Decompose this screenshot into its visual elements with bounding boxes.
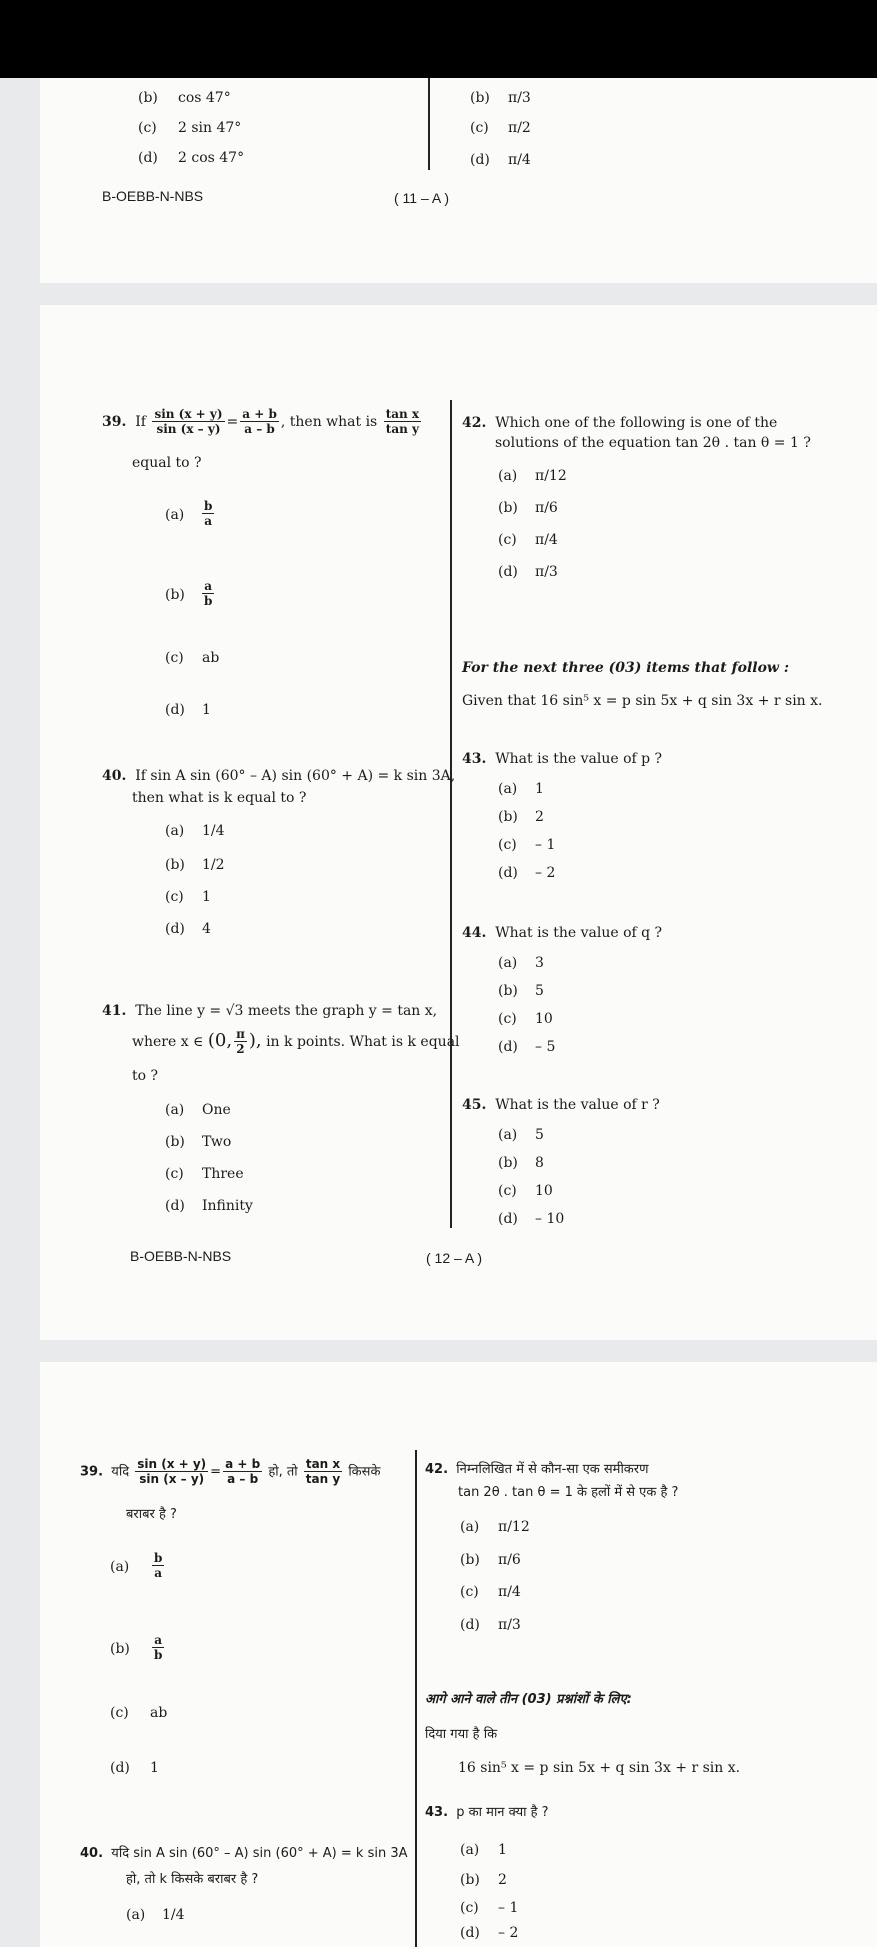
given-label-hindi: दिया गया है कि bbox=[425, 1727, 498, 1742]
option-fraction: $\frac{b}{a}$ bbox=[204, 499, 213, 529]
option-label: (c) bbox=[460, 1584, 479, 1600]
option-text: 1 bbox=[150, 1760, 159, 1776]
option-label: (c) bbox=[110, 1705, 129, 1721]
q41-line2: where x ∈ (0, $\frac{\pi}{2}$ ), in k points. What is k equal bbox=[132, 1027, 460, 1057]
option-text: π/3 bbox=[535, 564, 558, 580]
option-label: (b) bbox=[138, 90, 158, 106]
option-text: 1/2 bbox=[202, 857, 225, 873]
next-items-heading: For the next three (03) items that follow : bbox=[462, 660, 790, 676]
q42-line2-hindi: tan 2θ . tan θ = 1 के हलों में से एक है ? bbox=[458, 1485, 679, 1500]
exam-page-hindi bbox=[40, 1362, 877, 1947]
option-text: 8 bbox=[535, 1155, 544, 1171]
option-label: (c) bbox=[460, 1900, 479, 1916]
option-label: (d) bbox=[460, 1617, 480, 1633]
option-label: (a) bbox=[165, 507, 185, 523]
option-text: 1 bbox=[498, 1842, 507, 1858]
option-label: (d) bbox=[138, 150, 158, 166]
option-label: (c) bbox=[138, 120, 157, 136]
option-fraction: $\frac{b}{a}$ bbox=[154, 1551, 163, 1581]
option-text: 5 bbox=[535, 1127, 544, 1143]
question-45: 45. What is the value of r ? bbox=[462, 1097, 660, 1113]
option-text: π/4 bbox=[508, 152, 531, 168]
option-label: (b) bbox=[498, 983, 518, 999]
option-text: – 2 bbox=[535, 865, 556, 881]
option-text: 2 cos 47° bbox=[178, 150, 245, 166]
question-43: 43. What is the value of p ? bbox=[462, 751, 663, 767]
question-number: 39. bbox=[102, 413, 127, 430]
fraction: $\frac{\sin (x + y)}{\sin (x - y)}$ bbox=[154, 407, 223, 437]
option-label: (b) bbox=[165, 1134, 185, 1150]
option-label: (b) bbox=[110, 1641, 130, 1657]
next-items-heading-hindi: आगे आने वाले तीन (03) प्रश्नांशों के लिए: bbox=[425, 1692, 632, 1707]
option-label: (d) bbox=[498, 1039, 518, 1055]
option-text: – 2 bbox=[498, 1925, 519, 1941]
question-44: 44. What is the value of q ? bbox=[462, 925, 663, 941]
option-text: – 1 bbox=[535, 837, 556, 853]
question-39: 39. If $\frac{\sin (x + y)}{\sin (x - y)}$ = $\frac{a + b}{a - b}$ , then what is $\frac{\text{tan x}}{\text{tan y}}$ bbox=[102, 407, 420, 437]
option-text: π/12 bbox=[535, 468, 567, 484]
option-label: (a) bbox=[498, 1127, 518, 1143]
option-label: (a) bbox=[498, 955, 518, 971]
option-text: π/2 bbox=[508, 120, 531, 136]
option-label: (d) bbox=[470, 152, 490, 168]
column-divider bbox=[450, 400, 452, 1228]
paper-code: B-OEBB-N-NBS bbox=[102, 188, 204, 204]
exam-page-11 bbox=[40, 78, 877, 283]
q39-text: If bbox=[135, 413, 146, 430]
option-fraction: $\frac{a}{b}$ bbox=[154, 1633, 163, 1663]
q40-line2-hindi: हो, तो k किसके बराबर है ? bbox=[126, 1872, 259, 1887]
option-text: π/12 bbox=[498, 1519, 530, 1535]
page-number: ( 11 – A ) bbox=[394, 190, 449, 206]
option-text: 3 bbox=[535, 955, 544, 971]
q39-tail-hindi: बराबर है ? bbox=[126, 1507, 177, 1522]
option-label: (b) bbox=[470, 90, 490, 106]
option-text: One bbox=[202, 1102, 231, 1118]
paper-code: B-OEBB-N-NBS bbox=[130, 1248, 232, 1264]
option-label: (a) bbox=[165, 823, 185, 839]
option-text: 1 bbox=[535, 781, 544, 797]
option-text: 1 bbox=[202, 889, 211, 905]
option-label: (b) bbox=[498, 1155, 518, 1171]
option-label: (b) bbox=[460, 1872, 480, 1888]
option-label: (d) bbox=[498, 564, 518, 580]
option-text: – 5 bbox=[535, 1039, 556, 1055]
option-label: (d) bbox=[460, 1925, 480, 1941]
option-label: (a) bbox=[110, 1559, 130, 1575]
exam-page-12 bbox=[40, 305, 877, 1340]
option-label: (d) bbox=[165, 702, 185, 718]
given-statement: Given that 16 sin⁵ x = p sin 5x + q sin 3x + r sin x. bbox=[462, 693, 823, 709]
option-label: (d) bbox=[165, 921, 185, 937]
option-label: (a) bbox=[165, 1102, 185, 1118]
option-text: ab bbox=[150, 1705, 168, 1721]
option-text: – 1 bbox=[498, 1900, 519, 1916]
option-label: (c) bbox=[498, 532, 517, 548]
option-text: 2 sin 47° bbox=[178, 120, 242, 136]
option-text: 4 bbox=[202, 921, 211, 937]
option-label: (b) bbox=[498, 500, 518, 516]
question-42: 42. Which one of the following is one of the bbox=[462, 415, 778, 431]
option-label: (c) bbox=[165, 650, 184, 666]
option-text: Three bbox=[202, 1166, 244, 1182]
option-fraction: $\frac{a}{b}$ bbox=[204, 579, 213, 609]
option-text: π/4 bbox=[498, 1584, 521, 1600]
option-label: (b) bbox=[460, 1552, 480, 1568]
column-divider bbox=[428, 78, 430, 170]
column-divider bbox=[415, 1450, 417, 1947]
option-label: (d) bbox=[165, 1198, 185, 1214]
option-text: 10 bbox=[535, 1011, 553, 1027]
option-label: (a) bbox=[460, 1842, 480, 1858]
option-label: (c) bbox=[498, 837, 517, 853]
option-label: (a) bbox=[126, 1907, 146, 1923]
option-label: (c) bbox=[165, 1166, 184, 1182]
fraction: $\frac{a + b}{a - b}$ bbox=[242, 407, 277, 437]
option-text: π/6 bbox=[498, 1552, 521, 1568]
option-text: 5 bbox=[535, 983, 544, 999]
option-text: 1/4 bbox=[202, 823, 225, 839]
question-43-hindi: 43. p का मान क्या है ? bbox=[425, 1805, 549, 1820]
question-40-hindi: 40. यदि sin A sin (60° – A) sin (60° + A) = k sin 3A bbox=[80, 1846, 408, 1861]
option-label: (b) bbox=[498, 809, 518, 825]
option-text: 2 bbox=[535, 809, 544, 825]
option-label: (a) bbox=[460, 1519, 480, 1535]
question-42-hindi: 42. निम्नलिखित में से कौन-सा एक समीकरण bbox=[425, 1462, 649, 1477]
option-text: π/4 bbox=[535, 532, 558, 548]
option-label: (c) bbox=[498, 1011, 517, 1027]
q41-line3: to ? bbox=[132, 1068, 159, 1084]
option-label: (a) bbox=[498, 781, 518, 797]
page-number: ( 12 – A ) bbox=[426, 1250, 483, 1266]
option-text: Infinity bbox=[202, 1198, 253, 1214]
option-label: (c) bbox=[498, 1183, 517, 1199]
option-label: (d) bbox=[498, 865, 518, 881]
given-equation: 16 sin⁵ x = p sin 5x + q sin 3x + r sin x. bbox=[458, 1760, 741, 1776]
option-text: Two bbox=[202, 1134, 232, 1150]
option-text: 1/4 bbox=[162, 1907, 185, 1923]
option-label: (c) bbox=[470, 120, 489, 136]
option-text: π/3 bbox=[508, 90, 531, 106]
option-text: cos 47° bbox=[178, 90, 231, 106]
q42-line2: solutions of the equation tan 2θ . tan θ = 1 ? bbox=[495, 435, 811, 451]
option-label: (d) bbox=[498, 1211, 518, 1227]
option-label: (c) bbox=[165, 889, 184, 905]
option-label: (b) bbox=[165, 587, 185, 603]
option-text: 10 bbox=[535, 1183, 553, 1199]
option-text: π/6 bbox=[535, 500, 558, 516]
option-label: (d) bbox=[110, 1760, 130, 1776]
option-label: (b) bbox=[165, 857, 185, 873]
question-41: 41. The line y = √3 meets the graph y = tan x, bbox=[102, 1003, 438, 1019]
top-black-bar bbox=[0, 0, 877, 78]
q40-line2: then what is k equal to ? bbox=[132, 790, 307, 806]
option-text: 1 bbox=[202, 702, 211, 718]
question-39-hindi: 39. यदि $\frac{\sin (x + y)}{\sin (x - y)}$ = $\frac{a + b}{a - b}$ हो, तो $\frac{\text{tan x}}{\text{tan y}}$ किसके bbox=[80, 1457, 381, 1487]
question-40: 40. If sin A sin (60° – A) sin (60° + A) = k sin 3A, bbox=[102, 768, 456, 784]
option-text: – 10 bbox=[535, 1211, 565, 1227]
option-text: π/3 bbox=[498, 1617, 521, 1633]
q39-tail: equal to ? bbox=[132, 455, 202, 471]
option-label: (a) bbox=[498, 468, 518, 484]
option-text: 2 bbox=[498, 1872, 507, 1888]
option-text: ab bbox=[202, 650, 220, 666]
fraction: $\frac{\text{tan x}}{\text{tan y}}$ bbox=[385, 407, 420, 437]
